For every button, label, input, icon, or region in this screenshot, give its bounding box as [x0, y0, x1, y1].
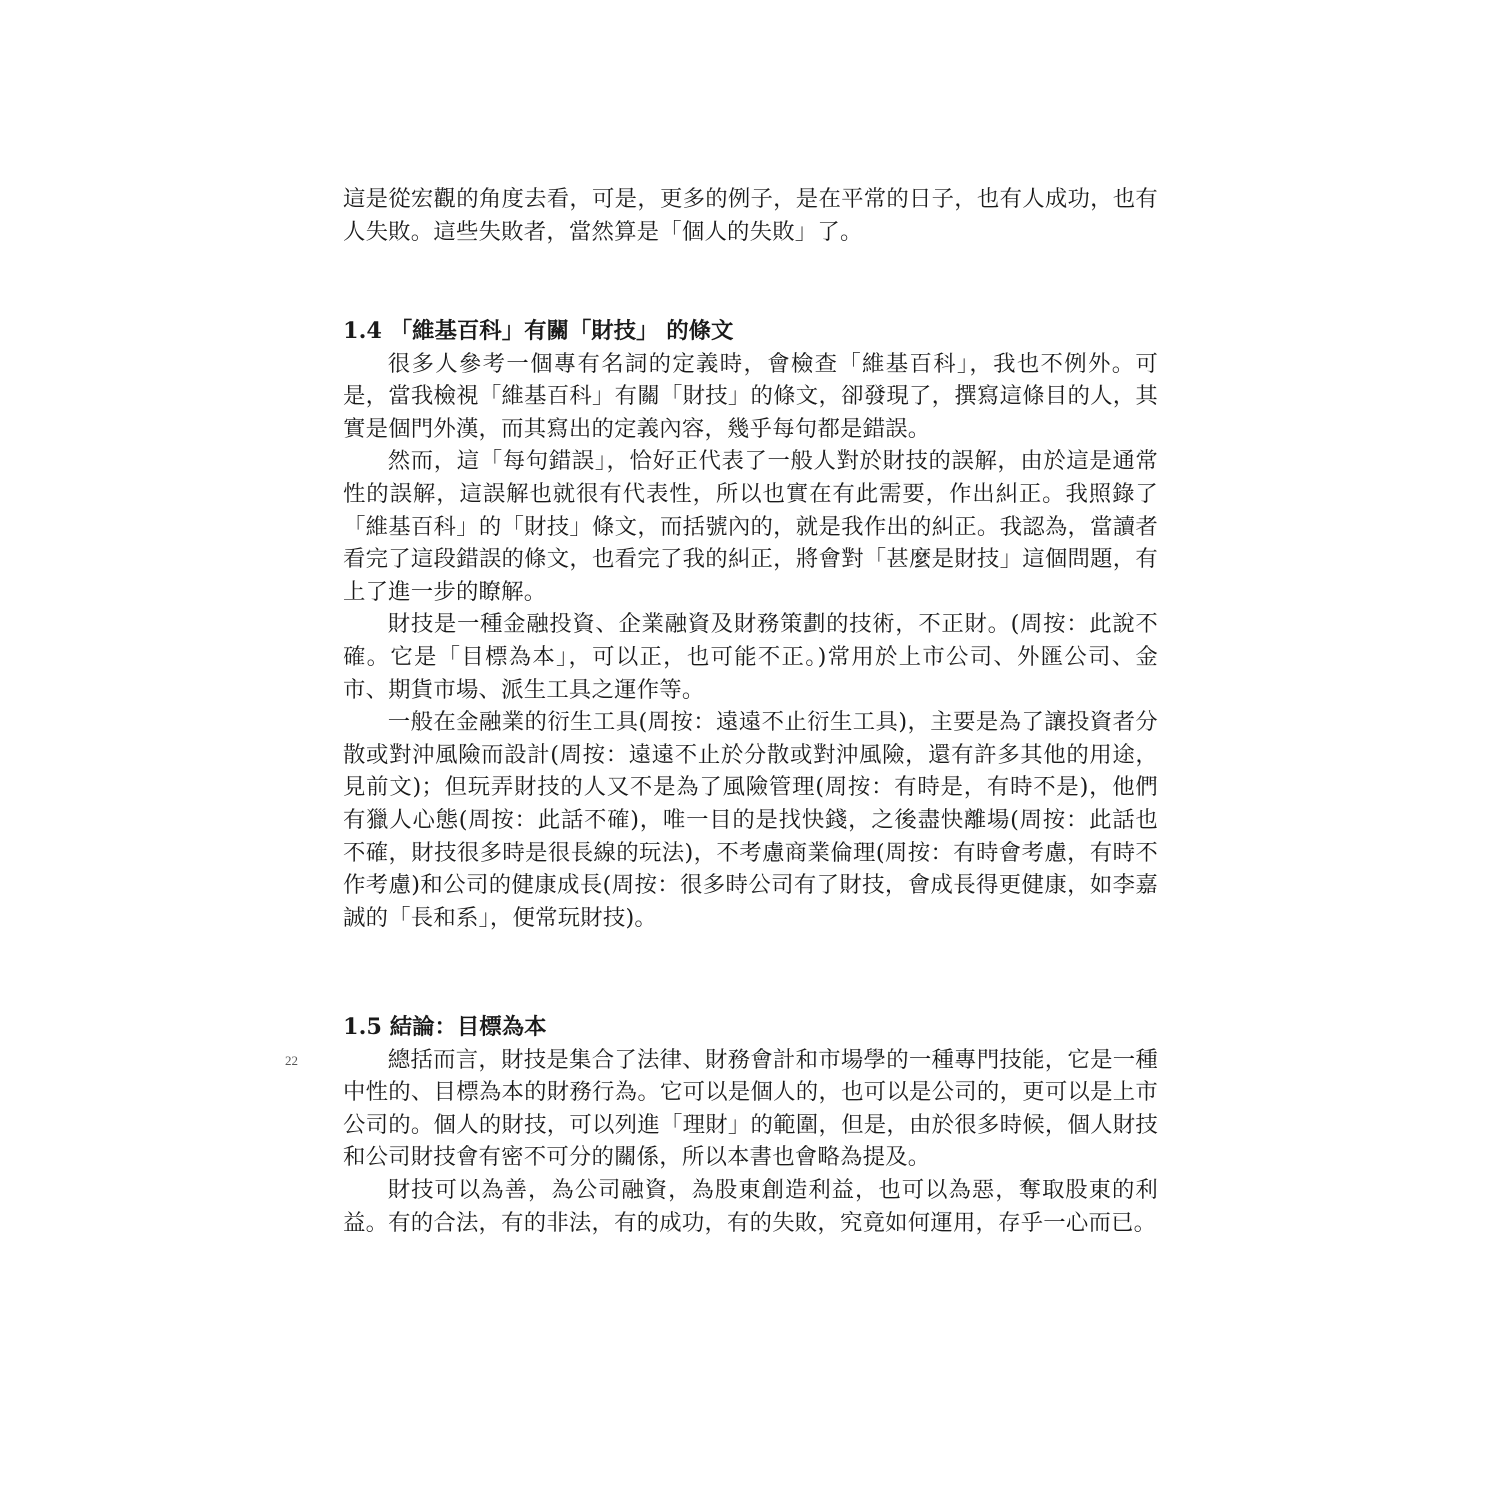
section-1-4: [343, 315, 1158, 934]
section-1-4-paragraph-4: 一般在金融業的衍生工具(周按：遠遠不止衍生工具)，主要是為了讓投資者分散或對沖風險而設計(周按：遠遠不止於分散或對沖風險，還有許多其他的用途，見前文)；但玩弄財技的人又不是為了風險管理(周按：有時是，有時不是)，他們有獵人心態(周按：此話不確)，唯一目的是找快錢，之後盡快離場(周按：此話也不確，財技很多時是很長線的玩法)，不考慮商業倫理(周按：有時會考慮，有時不作考慮)和公司的健康成長(周按：很多時公司有了財技，會成長得更健康，如李嘉誠的「長和系」，便常玩財技)。: [343, 709, 1158, 931]
section-1-4-paragraph-1: 很多人參考一個專有名詞的定義時，會檢查「維基百科」，我也不例外。可是，當我檢視「維基百科」有關「財技」的條文，卻發現了，撰寫這條目的人，其實是個門外漢，而其寫出的定義內容，幾乎每句都是錯誤。: [343, 350, 1158, 442]
section-1-5-paragraph-1: 總括而言，財技是集合了法律、財務會計和市場學的一種專門技能，它是一種中性的、目標為本的財務行為。它可以是個人的，也可以是公司的，更可以是上市公司的。個人的財技，可以列進「理財」的範圍，但是，由於很多時候，個人財技和公司財技會有密不可分的關係，所以本書也會略為提及。: [343, 1046, 1158, 1171]
section-1-5: [343, 1011, 1158, 1239]
section-1-5-paragraph-2: 財技可以為善，為公司融資，為股東創造利益，也可以為惡，奪取股東的利益。有的合法，有的非法，有的成功，有的失敗，究竟如何運用，存乎一心而已。: [343, 1176, 1158, 1236]
intro-block: [343, 183, 1158, 248]
intro-paragraph: 這是從宏觀的角度去看，可是，更多的例子，是在平常的日子，也有人成功，也有人失敗。這些失敗者，當然算是「個人的失敗」了。: [343, 186, 1158, 245]
page-number: 22: [285, 1053, 298, 1068]
section-1-4-paragraph-2: 然而，這「每句錯誤」，恰好正代表了一般人對於財技的誤解，由於這是通常性的誤解，這誤解也就很有代表性，所以也實在有此需要，作出糾正。我照錄了「維基百科」的「財技」條文，而括號內的，就是我作出的糾正。我認為，當讀者看完了這段錯誤的條文，也看完了我的糾正，將會對「甚麼是財技」這個問題，有上了進一步的瞭解。: [343, 448, 1158, 605]
section-heading-1-4: 1.4 「維基百科」有關「財技」 的條文: [343, 318, 734, 344]
section-1-4-paragraph-3: 財技是一種金融投資、企業融資及財務策劃的技術，不正財。(周按：此說不確。它是「目標為本」，可以正，也可能不正。)常用於上市公司、外匯公司、金市、期貨市場、派生工具之運作等。: [343, 611, 1158, 703]
section-heading-1-5: 1.5 結論：目標為本: [343, 1014, 547, 1040]
